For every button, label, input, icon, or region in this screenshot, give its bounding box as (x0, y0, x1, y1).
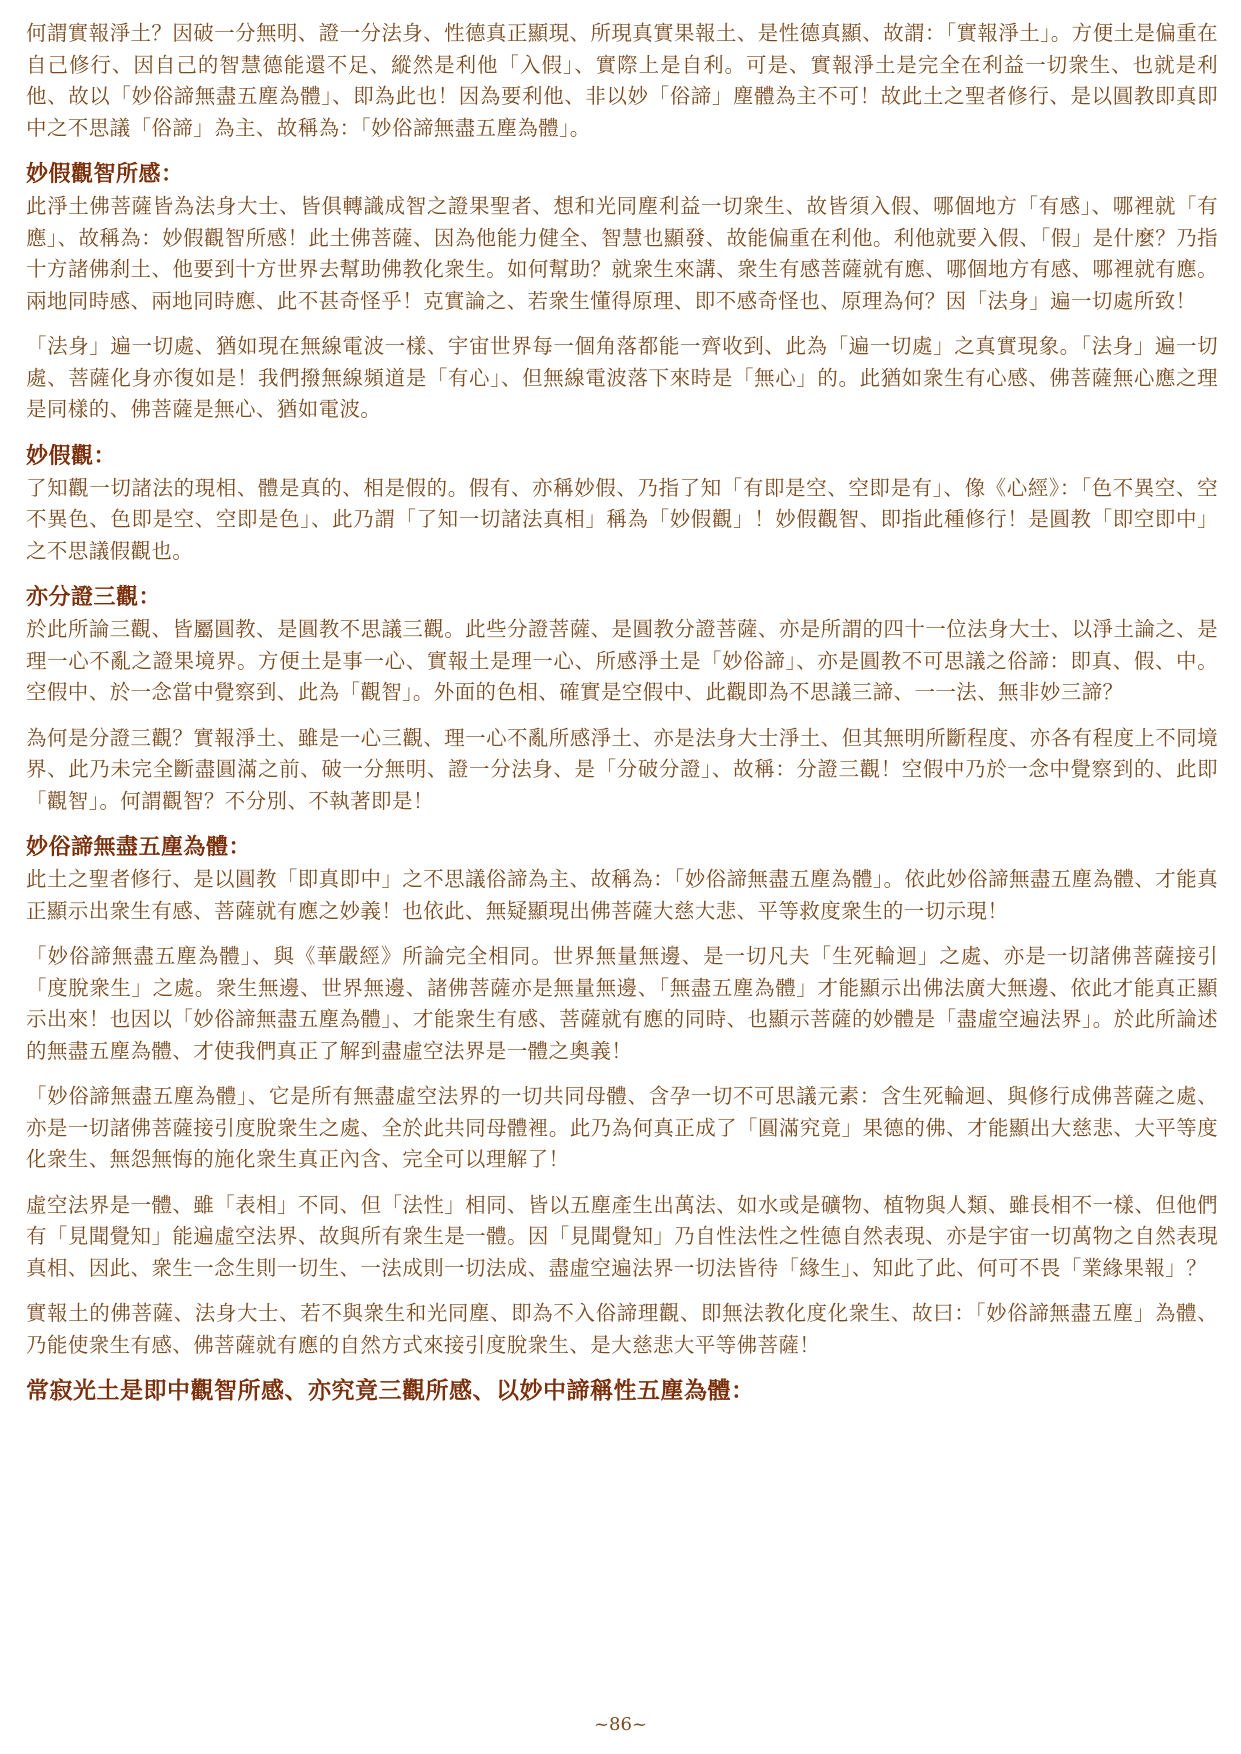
section-heading: 亦分證三觀： (26, 584, 162, 610)
page-number: ~86~ (593, 1714, 648, 1735)
section-heading: 妙假觀智所感： (26, 161, 184, 187)
final-section-heading: 常寂光土是即中觀智所感、亦究竟三觀所感、以妙中諦稱性五塵為體： (26, 1377, 755, 1404)
paragraph: 「法身」遍一切處、猶如現在無線電波一樣、宇宙世界每一個角落都能一齊收到、此為「遍一切處」之真實現象。「法身」遍一切處、菩薩化身亦復如是！我們撥無線頻道是「有心」、但無線電波落下來時是「無心」的。此猶如衆生有心感、佛菩薩無心應之理是同樣的、佛菩薩是無心、猶如電波。 (26, 334, 1218, 421)
section-heading: 妙假觀： (26, 442, 117, 469)
section-miao-jia-guan-zhi (26, 158, 1218, 426)
paragraph: 此淨土佛菩薩皆為法身大士、皆俱轉識成智之證果聖者、想和光同塵利益一切衆生、故皆須入假、哪個地方「有感」、哪裡就「有應」、故稱為：妙假觀智所感！此土佛菩薩、因為他能力健全、智慧也顯發、故能偏重在利他。利他就要入假、「假」是什麼？乃指十方諸佛刹土、他要到十方世界去幫助佛教化衆生。如何幫助？就衆生來講、衆生有感菩薩就有應、哪個地方有感、哪裡就有應。兩地同時感、兩地同時應、此不甚奇怪乎！克實論之、若衆生懂得原理、即不感奇怪也、原理為何？因「法身」遍一切處所致！ (26, 194, 1218, 313)
section-miao-su-di (26, 831, 1218, 1361)
document-page (26, 18, 1218, 1408)
paragraph: 「妙俗諦無盡五塵為體」、它是所有無盡虛空法界的一切共同母體、含孕一切不可思議元素：含生死輪迴、與修行成佛菩薩之處、亦是一切諸佛菩薩接引度脫衆生之處、全於此共同母體裡。此乃為何真正成了「圓滿究竟」果德的佛、才能顯出大慈悲、大平等度化衆生、無怨無悔的施化衆生真正內含、完全可以理解了！ (26, 1084, 1218, 1171)
paragraph: 為何是分證三觀？實報淨土、雖是一心三觀、理一心不亂所感淨土、亦是法身大士淨土、但其無明所斷程度、亦各有程度上不同境界、此乃未完全斷盡圓滿之前、破一分無明、證一分法身、是「分破分證」、故稱：分證三觀！空假中乃於一念中覺察到的、此即「觀智」。何謂觀智？不分別、不執著即是！ (26, 725, 1218, 813)
section-heading: 妙俗諦無盡五塵為體： (26, 834, 252, 860)
paragraph: 實報土的佛菩薩、法身大士、若不與衆生和光同塵、即為不入俗諦理觀、即無法教化度化衆生、故曰：「妙俗諦無盡五塵」為體、乃能使衆生有感、佛菩薩就有應的自然方式來接引度脫衆生、是大慈悲大平等佛菩薩！ (26, 1301, 1218, 1357)
intro-paragraph: 何謂實報淨土？因破一分無明、證一分法身、性德真正顯現、所現真實果報土、是性德真顯、故謂：「實報淨土」。方便土是偏重在自己修行、因自己的智慧德能還不足、縱然是利他「入假」、實際上是自利。可是、實報淨土是完全在利益一切衆生、也就是利他、故以「妙俗諦無盡五塵為體」、即為此也！因為要利他、非以妙「俗諦」塵體為主不可！故此土之聖者修行、是以圓教即真即中之不思議「俗諦」為主、故稱為：「妙俗諦無盡五塵為體」。 (26, 21, 1218, 140)
section-fen-zheng-san-guan (26, 581, 1218, 817)
paragraph: 於此所論三觀、皆屬圓教、是圓教不思議三觀。此些分證菩薩、是圓教分證菩薩、亦是所謂的四十一位法身大士、以淨土論之、是理一心不亂之證果境界。方便土是事一心、實報土是理一心、所感淨土是「妙俗諦」、亦是圓教不可思議之俗諦：即真、假、中。空假中、於一念當中覺察到、此為「觀智」。外面的色相、確實是空假中、此觀即為不思議三諦、一一法、無非妙三諦？ (26, 617, 1218, 704)
section-miao-jia-guan (26, 440, 1218, 568)
paragraph: 此土之聖者修行、是以圓教「即真即中」之不思議俗諦為主、故稱為：「妙俗諦無盡五塵為體」。依此妙俗諦無盡五塵為體、才能真正顯示出衆生有感、菩薩就有應之妙義！也依此、無疑顯現出佛菩薩大慈大悲、平等救度衆生的一切示現！ (26, 867, 1218, 923)
paragraph: 了知觀一切諸法的現相、體是真的、相是假的。假有、亦稱妙假、乃指了知「有即是空、空即是有」、像《心經》：「色不異空、空不異色、色即是空、空即是色」、此乃謂「了知一切諸法真相」稱為「妙假觀」！妙假觀智、即指此種修行！是圓教「即空即中」之不思議假觀也。 (26, 475, 1218, 563)
paragraph: 「妙俗諦無盡五塵為體」、與《華嚴經》所論完全相同。世界無量無邊、是一切凡夫「生死輪迴」之處、亦是一切諸佛菩薩接引「度脫衆生」之處。衆生無邊、世界無邊、諸佛菩薩亦是無量無邊、「無盡五塵為體」才能顯示出佛法廣大無邊、依此才能真正顯示出來！也因以「妙俗諦無盡五塵為體」、才能衆生有感、菩薩就有應的同時、也顯示菩薩的妙體是「盡虛空遍法界」。於此所論述的無盡五塵為體、才使我們真正了解到盡虛空法界是一體之奧義！ (26, 944, 1218, 1063)
paragraph: 虛空法界是一體、雖「表相」不同、但「法性」相同、皆以五塵產生出萬法、如水或是礦物、植物與人類、雖長相不一樣、但他們有「見聞覺知」能遍虛空法界、故與所有衆生是一體。因「見聞覺知」乃自性法性之性德自然表現、亦是宇宙一切萬物之自然表現真相、因此、衆生一念生則一切生、一法成則一切法成、盡虛空遍法界一切法皆待「緣生」、知此了此、何可不畏「業緣果報」？ (26, 1192, 1218, 1280)
